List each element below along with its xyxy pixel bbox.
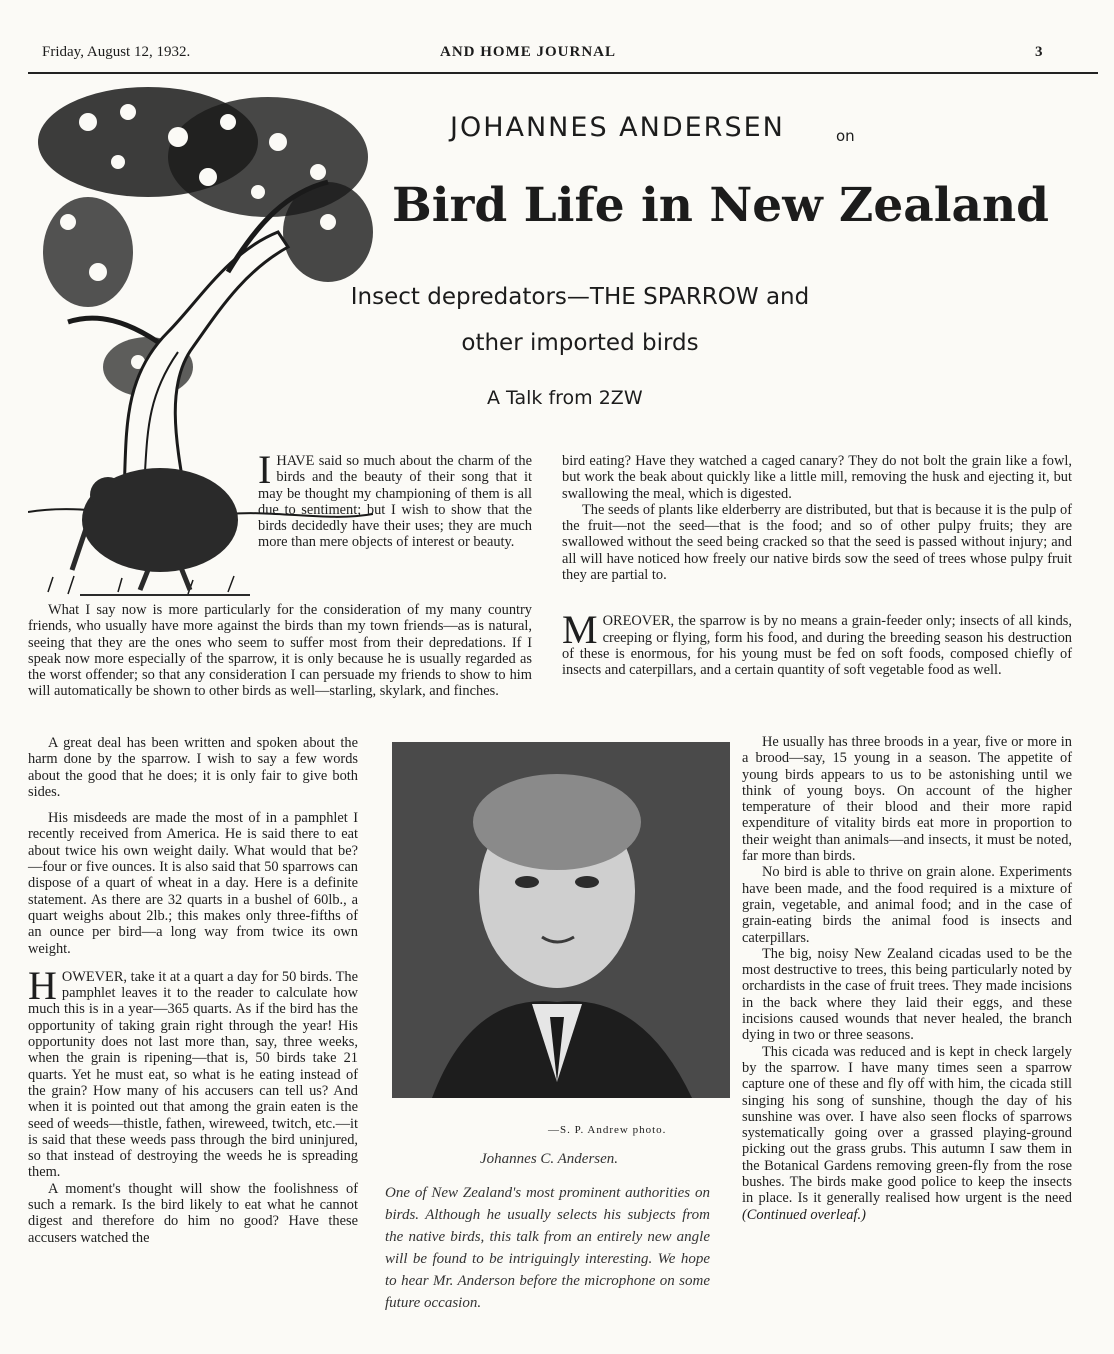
paragraph: A moment's thought will show the foolishness of such a remark. Is the bird likely to eat what he cannot digest and therefore do him no good? Have these accusers watched the bbox=[28, 1180, 358, 1246]
subtitle-line-2: other imported birds bbox=[461, 330, 699, 356]
article-title: Bird Life in New Zealand bbox=[392, 178, 1050, 233]
journal-title: AND HOME JOURNAL bbox=[440, 44, 616, 60]
paragraph: A great deal has been written and spoken about the harm done by the sparrow. I wish to say a few words about the good that he does; it is only fair to give both sides. bbox=[28, 735, 358, 800]
issue-date: Friday, August 12, 1932. bbox=[42, 44, 191, 60]
author-photo bbox=[392, 742, 730, 1098]
kiwi-illustration bbox=[40, 450, 258, 600]
paragraph: OWEVER, take it at a quart a day for 50 birds. The pamphlet leaves it to the reader to calculate how much this is in a year—365 quarts. As if the bird has the opportunity of taking grain right through the year! His opportunity does not last more than, say, three weeks, when the grain is ripening—that is, 50 birds take 21 quarts. Yet he must eat, so what is he eating instead of the grain? How many of his accusers can tell us? And when it is pointed out that among the grain eaten is the seed of weeds—thistle, fathen, wireweed, twitch, etc.—it is said that these weeds pass through the bird uninjured, so that instead of destroying the weeds he is spreading them. bbox=[28, 968, 358, 1181]
page-number: 3 bbox=[1035, 44, 1043, 60]
paragraph: HAVE said so much about the charm of the birds and the beauty of their song that it may be thought my championing of them is all due to sentiment; but I wish to show that the birds decidedly have their uses; they are much more than mere objects of interest or beauty. bbox=[258, 453, 532, 551]
continued-note: (Continued overleaf.) bbox=[742, 1206, 866, 1223]
article-subtitle bbox=[300, 274, 860, 366]
column-1-lower bbox=[28, 735, 358, 1246]
paragraph: bird eating? Have they watched a caged canary? They do not bolt the grain like a fowl, but work the beak about quickly like a little mill, removing the husk and ejecting it, but swallowing the meal, which is digested. bbox=[562, 453, 1072, 502]
column-1-intro bbox=[258, 447, 532, 551]
column-1-wide bbox=[28, 602, 532, 700]
photo-caption: One of New Zealand's most prominent authorities on birds. Although he usually selects his subjects from the native birds, this talk from an entirely new angle will be found to be intriguingly interesting. We hope to hear Mr. Anderson before the microphone on some future occasion. bbox=[385, 1185, 710, 1311]
paragraph: His misdeeds are made the most of in a pamphlet I recently received from America. He is said there to eat about twice his own weight daily. What would that be?—four or five ounces. It is also said that 50 sparrows can dispose of a quart of wheat in a day. Here is a definite statement. As there are 32 quarts in a bushel of 60lb., a quart weighs about 2lb.; this makes only three-fifths of an ounce per bird—a long way from twice its own weight. bbox=[28, 810, 358, 957]
header-rule bbox=[28, 72, 1098, 74]
byline-on: on bbox=[836, 127, 855, 145]
talk-label: A Talk from 2ZW bbox=[487, 387, 643, 409]
drop-cap-i: I bbox=[258, 447, 272, 492]
paragraph: He usually has three broods in a year, five or more in a brood—say, 15 young in a season. The appetite of young birds appears to us to be astonishing until we think of young boys. On account of the higher temperature of their blood and their more rapid expenditure of vitality birds eat more in proportion to their weight than animals—and insects, it must be noted, far more than birds. bbox=[742, 734, 1072, 865]
paragraph: What I say now is more particularly for the consideration of my many country friends, who usually have more against the birds than my town friends—as is natural, seeing that they are the ones who seem to suffer most from their depredations. If I speak now more especially of the sparrow, it is only because he is usually regarded as the worst offender; so that any consideration I can persuade my friends to show to him will automatically be shown to other birds as well—starling, skylark, and finches. bbox=[28, 602, 532, 700]
subtitle-line-1: Insect depredators—THE SPARROW and bbox=[350, 284, 810, 310]
paragraph-text: This cicada was reduced and is kept in check largely by the sparrow. I have many times seen a sparrow capture one of these and fly off with him, the cicada still singing his song of sunshine, though the day of his sunshine was over. I have also seen flocks of sparrows systematically going over a grassed playing-ground picking out the grass grubs. This autumn I saw them in the Botanical Gardens removing green-fly from the rose bushes. The birds make good police to keep the insects in place. Is it generally realised how urgent is the need bbox=[742, 1043, 1072, 1207]
column-3 bbox=[742, 734, 1072, 1223]
paragraph: OREOVER, the sparrow is by no means a grain-feeder only; insects of all kinds, creeping or flying, form his food, and during the breeding season his destruction of these is enormous, for his young must be fed on soft foods, composed chiefly of insects and caterpillars, and a certain quantity of soft vegetable food as well. bbox=[562, 613, 1072, 679]
paragraph bbox=[742, 1044, 1072, 1223]
portrait-image bbox=[392, 742, 730, 1098]
author-byline: JOHANNES ANDERSEN bbox=[450, 112, 785, 143]
drop-cap-m: M bbox=[562, 607, 598, 653]
photo-credit: —S. P. Andrew photo. bbox=[548, 1124, 667, 1136]
paragraph: No bird is able to thrive on grain alone. Experiments have been made, and the food required is a mixture of grain, vegetable, and animal food; and in the case of grain-eating birds the animal food is insects and caterpillars. bbox=[742, 864, 1072, 946]
paragraph: The big, noisy New Zealand cicadas used to be the most destructive to trees, this being particularly noted by orchardists in the case of fruit trees. They made incisions in the back where they laid their eggs, and these incisions caused wounds that never healed, the branch dying in two or three seasons. bbox=[742, 945, 1072, 1044]
paragraph: The seeds of plants like elderberry are distributed, but that is because it is the pulp of the fruit—not the seed—that is the food; and so of other pulpy fruits; they are swallowed without the seed being cracked so that the seed is passed without injury; and all will have noticed how freely our native birds sow the seed of trees whose pulpy fruit they are partial to. bbox=[562, 501, 1072, 584]
drop-cap-h: H bbox=[28, 962, 57, 1008]
column-2 bbox=[562, 453, 1072, 679]
photo-name: Johannes C. Andersen. bbox=[480, 1151, 619, 1167]
